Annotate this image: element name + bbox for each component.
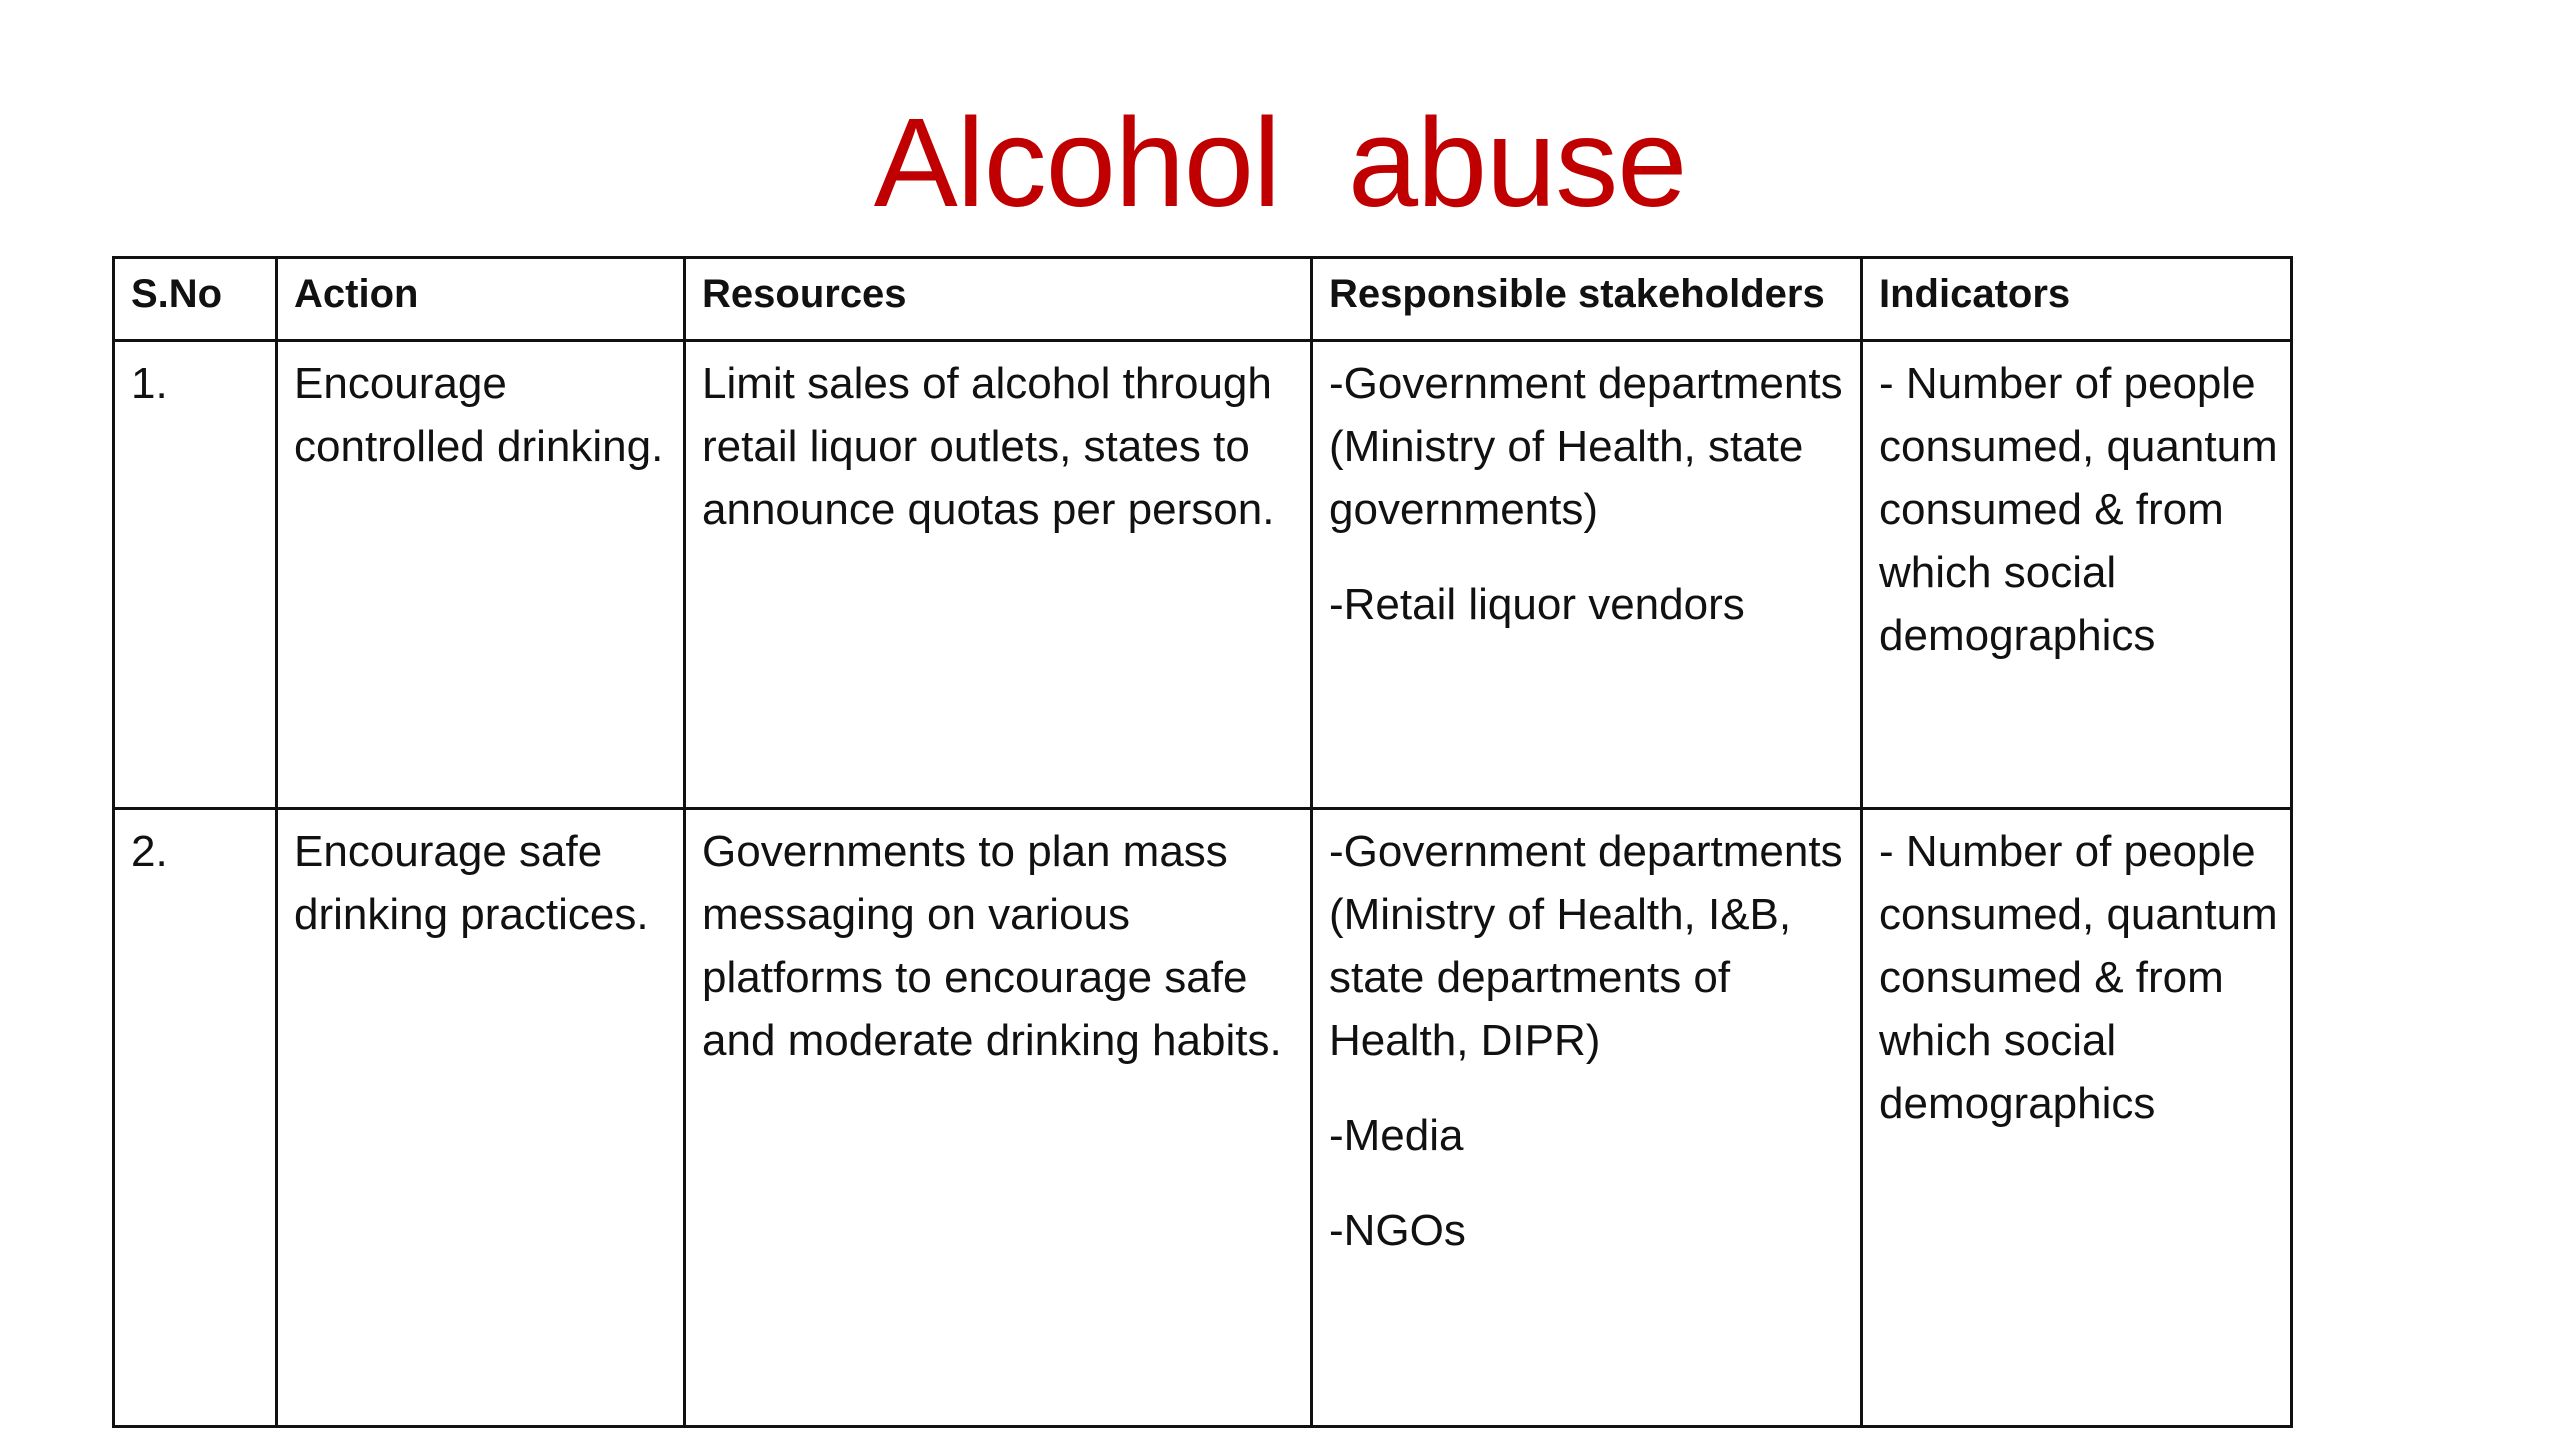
stakeholder-item: -Government departments (Ministry of Health, state governments) (1329, 359, 1843, 534)
stakeholder-item: -Retail liquor vendors (1329, 580, 1745, 629)
stakeholder-item: -Government departments (Ministry of Health, I&B, state departments of Health, DIPR) (1329, 827, 1843, 1065)
header-indicators: Indicators (1862, 258, 2292, 341)
action-table-container (112, 256, 2293, 1428)
cell-indicators (1862, 341, 2292, 809)
action-text: Encourage safe drinking practices. (294, 827, 649, 939)
resources-text: Governments to plan mass messaging on various platforms to encourage safe and moderate drinking habits. (702, 827, 1282, 1065)
cell-resources (685, 341, 1312, 809)
cell-stakeholders (1312, 341, 1862, 809)
cell-stakeholders (1312, 809, 1862, 1427)
table-row (114, 341, 2292, 809)
table-row (114, 809, 2292, 1427)
header-sno: S.No (114, 258, 277, 341)
indicators-text: - Number of people consumed, quantum consumed & from which social demographics (1879, 827, 2278, 1128)
action-text: Encourage controlled drinking. (294, 359, 664, 471)
cell-resources (685, 809, 1312, 1427)
cell-action (277, 809, 685, 1427)
cell-action (277, 341, 685, 809)
cell-sno (114, 809, 277, 1427)
sno-text: 1. (131, 359, 168, 408)
header-resources: Resources (685, 258, 1312, 341)
cell-indicators (1862, 809, 2292, 1427)
stakeholder-item: -Media (1329, 1111, 1464, 1160)
stakeholder-item: -NGOs (1329, 1206, 1466, 1255)
sno-text: 2. (131, 827, 168, 876)
table-header-row (114, 258, 2292, 341)
header-action: Action (277, 258, 685, 341)
slide-title: Alcohol abuse (873, 92, 1687, 233)
header-stakeholders: Responsible stakeholders (1312, 258, 1862, 341)
action-table (112, 256, 2293, 1428)
indicators-text: - Number of people consumed, quantum consumed & from which social demographics (1879, 359, 2278, 660)
resources-text: Limit sales of alcohol through retail liquor outlets, states to announce quotas per person. (702, 359, 1275, 534)
cell-sno (114, 341, 277, 809)
